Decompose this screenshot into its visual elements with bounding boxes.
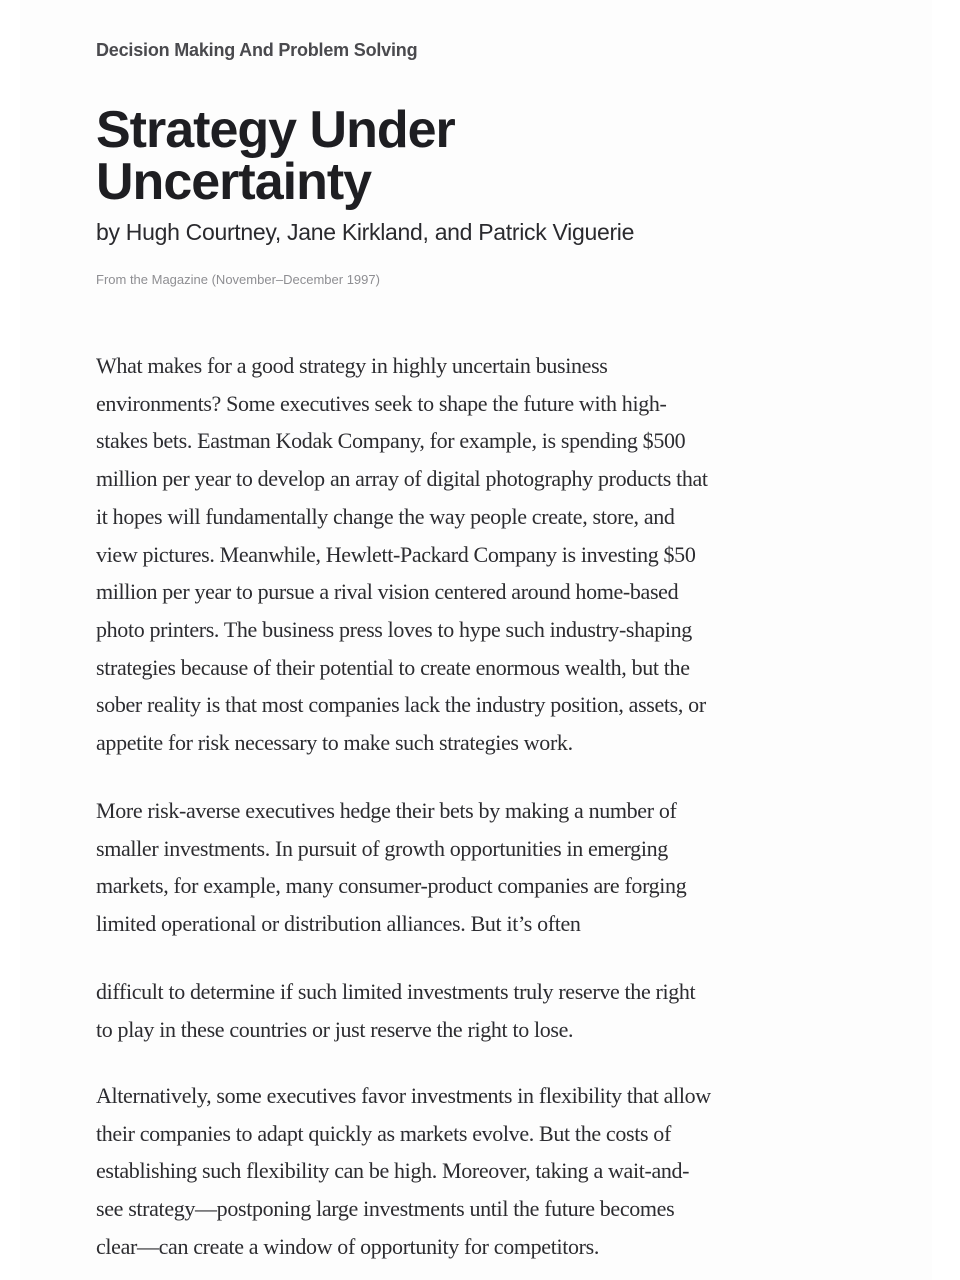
text-line: their companies to adapt quickly as markets evolve. But the costs of (96, 1120, 671, 1146)
text-line: see strategy—postponing large investments until the future becomes (96, 1196, 675, 1222)
text-line: environments? Some executives seek to shape the future with high- (96, 390, 667, 416)
text-line: markets, for example, many consumer-product companies are forging (96, 873, 687, 899)
paragraph (96, 792, 856, 943)
text-line: Alternatively, some executives favor investments in flexibility that allow (96, 1083, 711, 1108)
text-line: million per year to pursue a rival vision centered around home-based (96, 579, 679, 605)
paragraph (96, 973, 856, 1048)
text-line: appetite for risk necessary to make such strategies work. (96, 730, 573, 756)
paragraph (96, 347, 856, 762)
magazine-source[interactable]: From the Magazine (November–December 1997) (96, 272, 380, 287)
text-line: it hopes will fundamentally change the way people create, store, and (96, 503, 675, 529)
text-line: What makes for a good strategy in highly uncertain business (96, 353, 608, 378)
text-line: smaller investments. In pursuit of growth opportunities in emerging (96, 835, 668, 861)
paragraph (96, 1077, 856, 1266)
text-line: clear—can create a window of opportunity for competitors. (96, 1233, 599, 1259)
byline: by Hugh Courtney, Jane Kirkland, and Patrick Viguerie (96, 219, 635, 245)
title-line: Strategy Under (96, 101, 455, 159)
text-line: photo printers. The business press loves to hype such industry-shaping (96, 616, 692, 642)
text-line: view pictures. Meanwhile, Hewlett-Packard Company is investing $50 (96, 541, 696, 567)
topic-link[interactable]: Decision Making And Problem Solving (96, 40, 418, 60)
text-line: sober reality is that most companies lack the industry position, assets, or (96, 692, 706, 718)
article-title (96, 101, 455, 211)
title-line: Uncertainty (96, 153, 372, 211)
text-line: to play in these countries or just reserve the right to lose. (96, 1016, 574, 1042)
text-line: strategies because of their potential to create enormous wealth, but the (96, 654, 690, 680)
text-line: More risk-averse executives hedge their bets by making a number of (96, 798, 677, 823)
text-line: limited operational or distribution alliances. But it’s often (96, 911, 581, 937)
text-line: difficult to determine if such limited investments truly reserve the right (96, 979, 696, 1004)
text-line: stakes bets. Eastman Kodak Company, for example, is spending $500 (96, 428, 686, 454)
text-line: establishing such flexibility can be high. Moreover, taking a wait-and- (96, 1158, 690, 1184)
text-line: million per year to develop an array of digital photography products that (96, 466, 708, 492)
